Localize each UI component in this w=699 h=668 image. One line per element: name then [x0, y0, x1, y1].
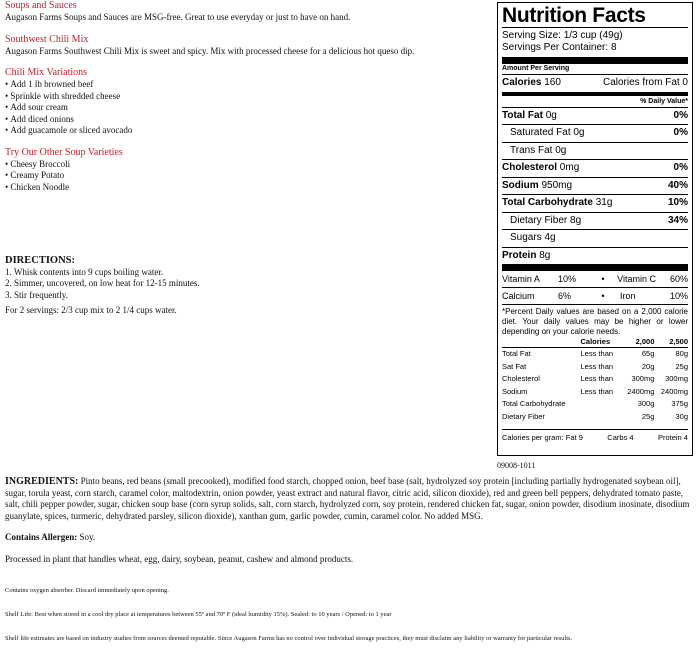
cholesterol-dv: 0% — [673, 162, 688, 173]
carbohydrate-row — [502, 194, 688, 212]
sodium-row — [502, 177, 688, 195]
cholesterol-value: 0mg — [559, 162, 580, 173]
ingredients-text: Pinto beans, red beans (small precooked), modified food starch, chopped onion, beef base (salt, hydrolyzed soy protein [including partially hydrogenated soybean oil], sugar, torula yeast, corn starch, caramel color, maltodextrin, onion powder, yeast extract and natural flavor, citric acid, silicon dioxide), red and green bell peppers, dehydrated tomato paste, salt, chili pepper powder, sugar, chicken soup base (corn syrup solids, salt, corn starch, hydrolyzed corn, soy protein, rendered chicken fat, sugar, onion powder, disodium inosinate, disodium guanylate, spices, turmeric, dehydrated parsley, silicon dioxide), xanthan gum, garlic powder, cumin, caramel color. No added MSG. — [5, 476, 690, 521]
directions-section — [5, 255, 485, 317]
cpg-protein: Protein 4 — [657, 433, 688, 442]
table-row: Total Carbohydrate 300g 375g — [502, 399, 688, 408]
vitamin-c-label: Vitamin C — [617, 274, 656, 284]
list-item: • Sprinkle with shredded cheese — [5, 91, 485, 103]
fiber-row — [502, 212, 688, 230]
calcium-value: 6% — [558, 291, 572, 301]
sat-fat-label: Saturated Fat — [510, 127, 571, 138]
mineral-row: Calcium 6% • Iron 10% — [502, 287, 688, 304]
protein-row — [502, 247, 688, 265]
carb-label: Total Carbohydrate — [502, 197, 593, 208]
chili-section — [5, 34, 485, 58]
ingredients-label: INGREDIENTS: — [5, 476, 79, 487]
calories-per-gram — [502, 429, 688, 446]
servings-per-container: Servings Per Container: 8 — [502, 42, 617, 53]
oxygen-absorber-note: Contains oxygen absorber. Discard immediately upon opening. — [5, 587, 169, 594]
fiber-value: 8g — [570, 214, 582, 226]
list-item: • Add guacamole or sliced avocado — [5, 125, 485, 137]
carb-value: 31g — [595, 197, 613, 208]
trans-fat-row — [502, 142, 688, 160]
sodium-dv: 40% — [667, 179, 688, 191]
vitamin-a-value: 10% — [558, 274, 577, 284]
shelf-life: Shelf Life: Best when stored in a cool dry place at temperatures between 55º and 70º F (ideal humidity 15%). Sealed: to 10 years / Opened: to 1 year — [5, 611, 392, 618]
list-item: • Add 1 lb browned beef — [5, 79, 485, 91]
left-column — [5, 0, 485, 317]
sat-fat-dv: 0% — [673, 127, 688, 138]
table-row: Sat Fat Less than 20g 25g — [502, 361, 688, 371]
sat-fat-value: 0g — [573, 127, 585, 138]
other-varieties-list — [5, 159, 485, 194]
cpg-fat: Calories per gram: Fat 9 — [502, 433, 583, 442]
product-code: 09008-1011 — [497, 461, 536, 470]
total-fat-row — [502, 107, 688, 125]
variations-list — [5, 79, 485, 137]
bottom-section — [5, 476, 695, 653]
protein-value: 8g — [539, 249, 551, 261]
direction-step: 3. Stir frequently. — [5, 289, 68, 300]
cpg-carbs: Carbs 4 — [607, 433, 634, 442]
variations-heading: Chili Mix Variations — [5, 67, 88, 78]
saturated-fat-row — [502, 124, 688, 142]
trans-fat-value: 0g — [555, 144, 567, 156]
table-row: Total Fat Less than 65g 80g — [502, 349, 688, 358]
dv-header-2000: 2,000 — [621, 337, 655, 348]
soups-text: Augason Farms Soups and Sauces are MSG-free. Great to use everyday or just to have on hand. — [5, 12, 351, 22]
iron-value: 10% — [669, 291, 688, 301]
vitamin-c-value: 60% — [669, 274, 688, 284]
soups-heading: Soups and Sauces — [5, 0, 77, 11]
plant-statement: Processed in plant that handles wheat, egg, dairy, soybean, peanut, cashew and almond products. — [5, 553, 354, 564]
fiber-dv: 34% — [667, 214, 688, 226]
list-item: • Creamy Potato — [5, 170, 485, 182]
other-varieties-section — [5, 147, 485, 194]
calories-row — [502, 74, 688, 92]
list-item: • Chicken Noodle — [5, 182, 485, 194]
calories-value: 160 — [544, 77, 561, 88]
servings-note: For 2 servings: 2/3 cup mix to 2 1/4 cups water. — [5, 305, 177, 315]
calories-label: Calories — [502, 77, 542, 88]
dv-header-calories: Calories — [581, 337, 621, 348]
total-fat-label: Total Fat — [502, 109, 543, 121]
carb-dv: 10% — [667, 197, 688, 208]
shelf-life-disclaimer: Shelf life estimates are based on industry studies from sources deemed reputable. Since Augason Farms has no control over individual storage practices, they must disclaim any liability or warranty for particular results. — [5, 635, 573, 642]
direction-step: 1. Whisk contents into 9 cups boiling water. — [5, 266, 164, 277]
table-row: Cholesterol Less than 300mg 300mg — [502, 374, 688, 383]
other-varieties-heading: Try Our Other Soup Varieties — [5, 146, 123, 158]
allergen-label: Contains Allergen: — [5, 532, 78, 542]
daily-value-table — [502, 337, 688, 423]
chili-heading: Southwest Chili Mix — [5, 33, 89, 45]
vitamin-a-label: Vitamin A — [502, 274, 540, 284]
amount-per-serving: Amount Per Serving — [502, 65, 570, 72]
sodium-label: Sodium — [502, 179, 539, 191]
sugars-row — [502, 229, 688, 247]
fiber-label: Dietary Fiber — [510, 214, 568, 226]
allergen-text: Soy. — [79, 532, 96, 542]
allergen — [5, 532, 695, 544]
nutrition-title: Nutrition Facts — [502, 4, 646, 27]
table-row: Sodium Less than 2400mg 2400mg — [502, 386, 688, 396]
total-fat-value: 0g — [545, 109, 557, 121]
list-item: • Add sour cream — [5, 102, 485, 114]
calories-from-fat: Calories from Fat 0 — [602, 77, 688, 88]
sugars-value: 4g — [544, 232, 556, 243]
chili-text: Augason Farms Southwest Chili Mix is sweet and spicy. Mix with processed cheese for a delicious hot queso dip. — [5, 45, 415, 56]
nutrition-facts-panel — [497, 2, 693, 456]
table-row: Dietary Fiber 25g 30g — [502, 411, 688, 421]
variations-section — [5, 67, 485, 137]
protein-label: Protein — [502, 249, 537, 261]
vitamin-row: Vitamin A 10% • Vitamin C 60% — [502, 271, 688, 287]
direction-step: 2. Simmer, uncovered, on low heat for 12-15 minutes. — [5, 278, 200, 288]
sugars-label: Sugars — [510, 232, 542, 243]
trans-fat-label: Trans Fat — [510, 144, 553, 156]
serving-size: Serving Size: 1/3 cup (49g) — [502, 30, 623, 41]
soups-section — [5, 0, 485, 24]
calcium-label: Calcium — [502, 291, 535, 301]
iron-label: Iron — [620, 291, 636, 301]
daily-value-header: % Daily Value* — [640, 97, 688, 105]
cholesterol-row — [502, 159, 688, 177]
dv-header-2500: 2,500 — [654, 337, 688, 348]
daily-value-footnote: *Percent Daily values are based on a 2,000 calorie diet. Your daily values may be higher or lower depending on your calorie needs. — [502, 304, 688, 337]
directions-heading: DIRECTIONS: — [5, 255, 76, 266]
list-item: • Cheesy Broccoli — [5, 159, 485, 171]
ingredients — [5, 476, 695, 522]
cholesterol-label: Cholesterol — [502, 162, 558, 173]
total-fat-dv: 0% — [673, 109, 688, 121]
list-item: • Add diced onions — [5, 114, 485, 126]
sodium-value: 950mg — [541, 179, 573, 191]
